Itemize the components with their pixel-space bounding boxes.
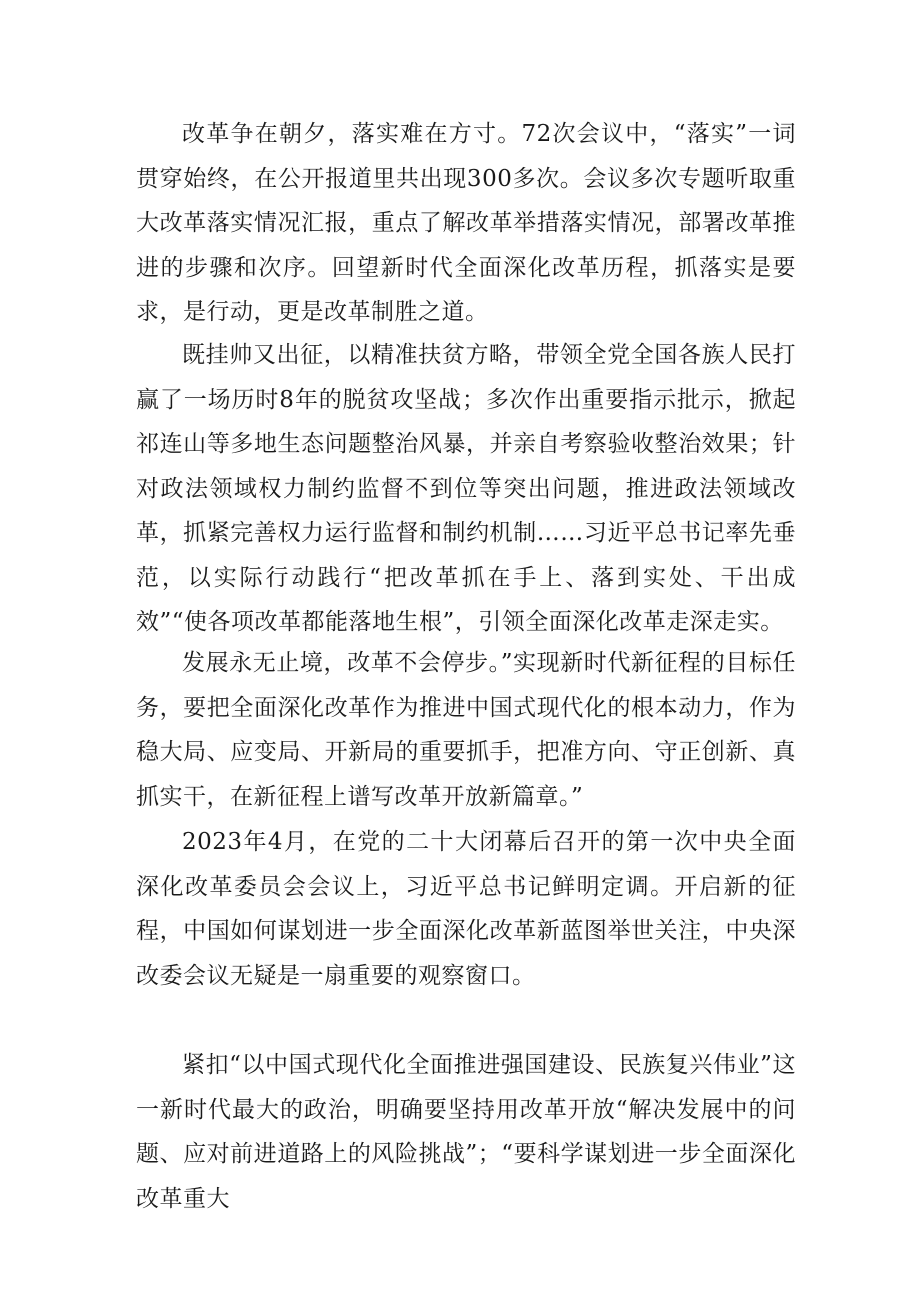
paragraph-1: 改革争在朝夕，落实难在方寸。72次会议中，“落实”一词贯穿始终，在公开报道里共出现300多次。会议多次专题听取重大改革落实情况汇报，重点了解改革举措落实情况，部署改革推进的步骤和次序。回望新时代全面深化改革历程，抓落实是要求，是行动，更是改革制胜之道。 <box>136 121 796 325</box>
paragraph-2: 既挂帅又出征，以精准扶贫方略，带领全党全国各族人民打赢了一场历时8年的脱贫攻坚战；多次作出重要指示批示，掀起祁连山等多地生态问题整治风暴，并亲自考察验收整治效果；针对政法领域权力制约监督不到位等突出问题，推进政法领域改革，抓紧完善权力运行监督和制约机制……习近平总书记率先垂范，以实际行动践行“把改革抓在手上、落到实处、干出成效”“使各项改革都能落地生根”，引领全面深化改革走深走实。 <box>136 342 796 635</box>
paragraph-5: 紧扣“以中国式现代化全面推进强国建设、民族复兴伟业”这一新时代最大的政治，明确要坚持用改革开放“解决发展中的问题、应对前进道路上的风险挑战”；“要科学谋划进一步全面深化改革重大 <box>136 1052 796 1212</box>
paragraph-4: 2023年4月，在党的二十大闭幕后召开的第一次中央全面深化改革委员会会议上，习近平总书记鲜明定调。开启新的征程，中国如何谋划进一步全面深化改革新蓝图举世关注，中央深改委会议无疑是一扇重要的观察窗口。 <box>136 829 796 989</box>
paragraph-3: 发展永无止境，改革不会停步。”实现新时代新征程的目标任务，要把全面深化改革作为推进中国式现代化的根本动力，作为稳大局、应变局、开新局的重要抓手，把准方向、守正创新、真抓实干，在新征程上谱写改革开放新篇章。” <box>136 650 796 810</box>
